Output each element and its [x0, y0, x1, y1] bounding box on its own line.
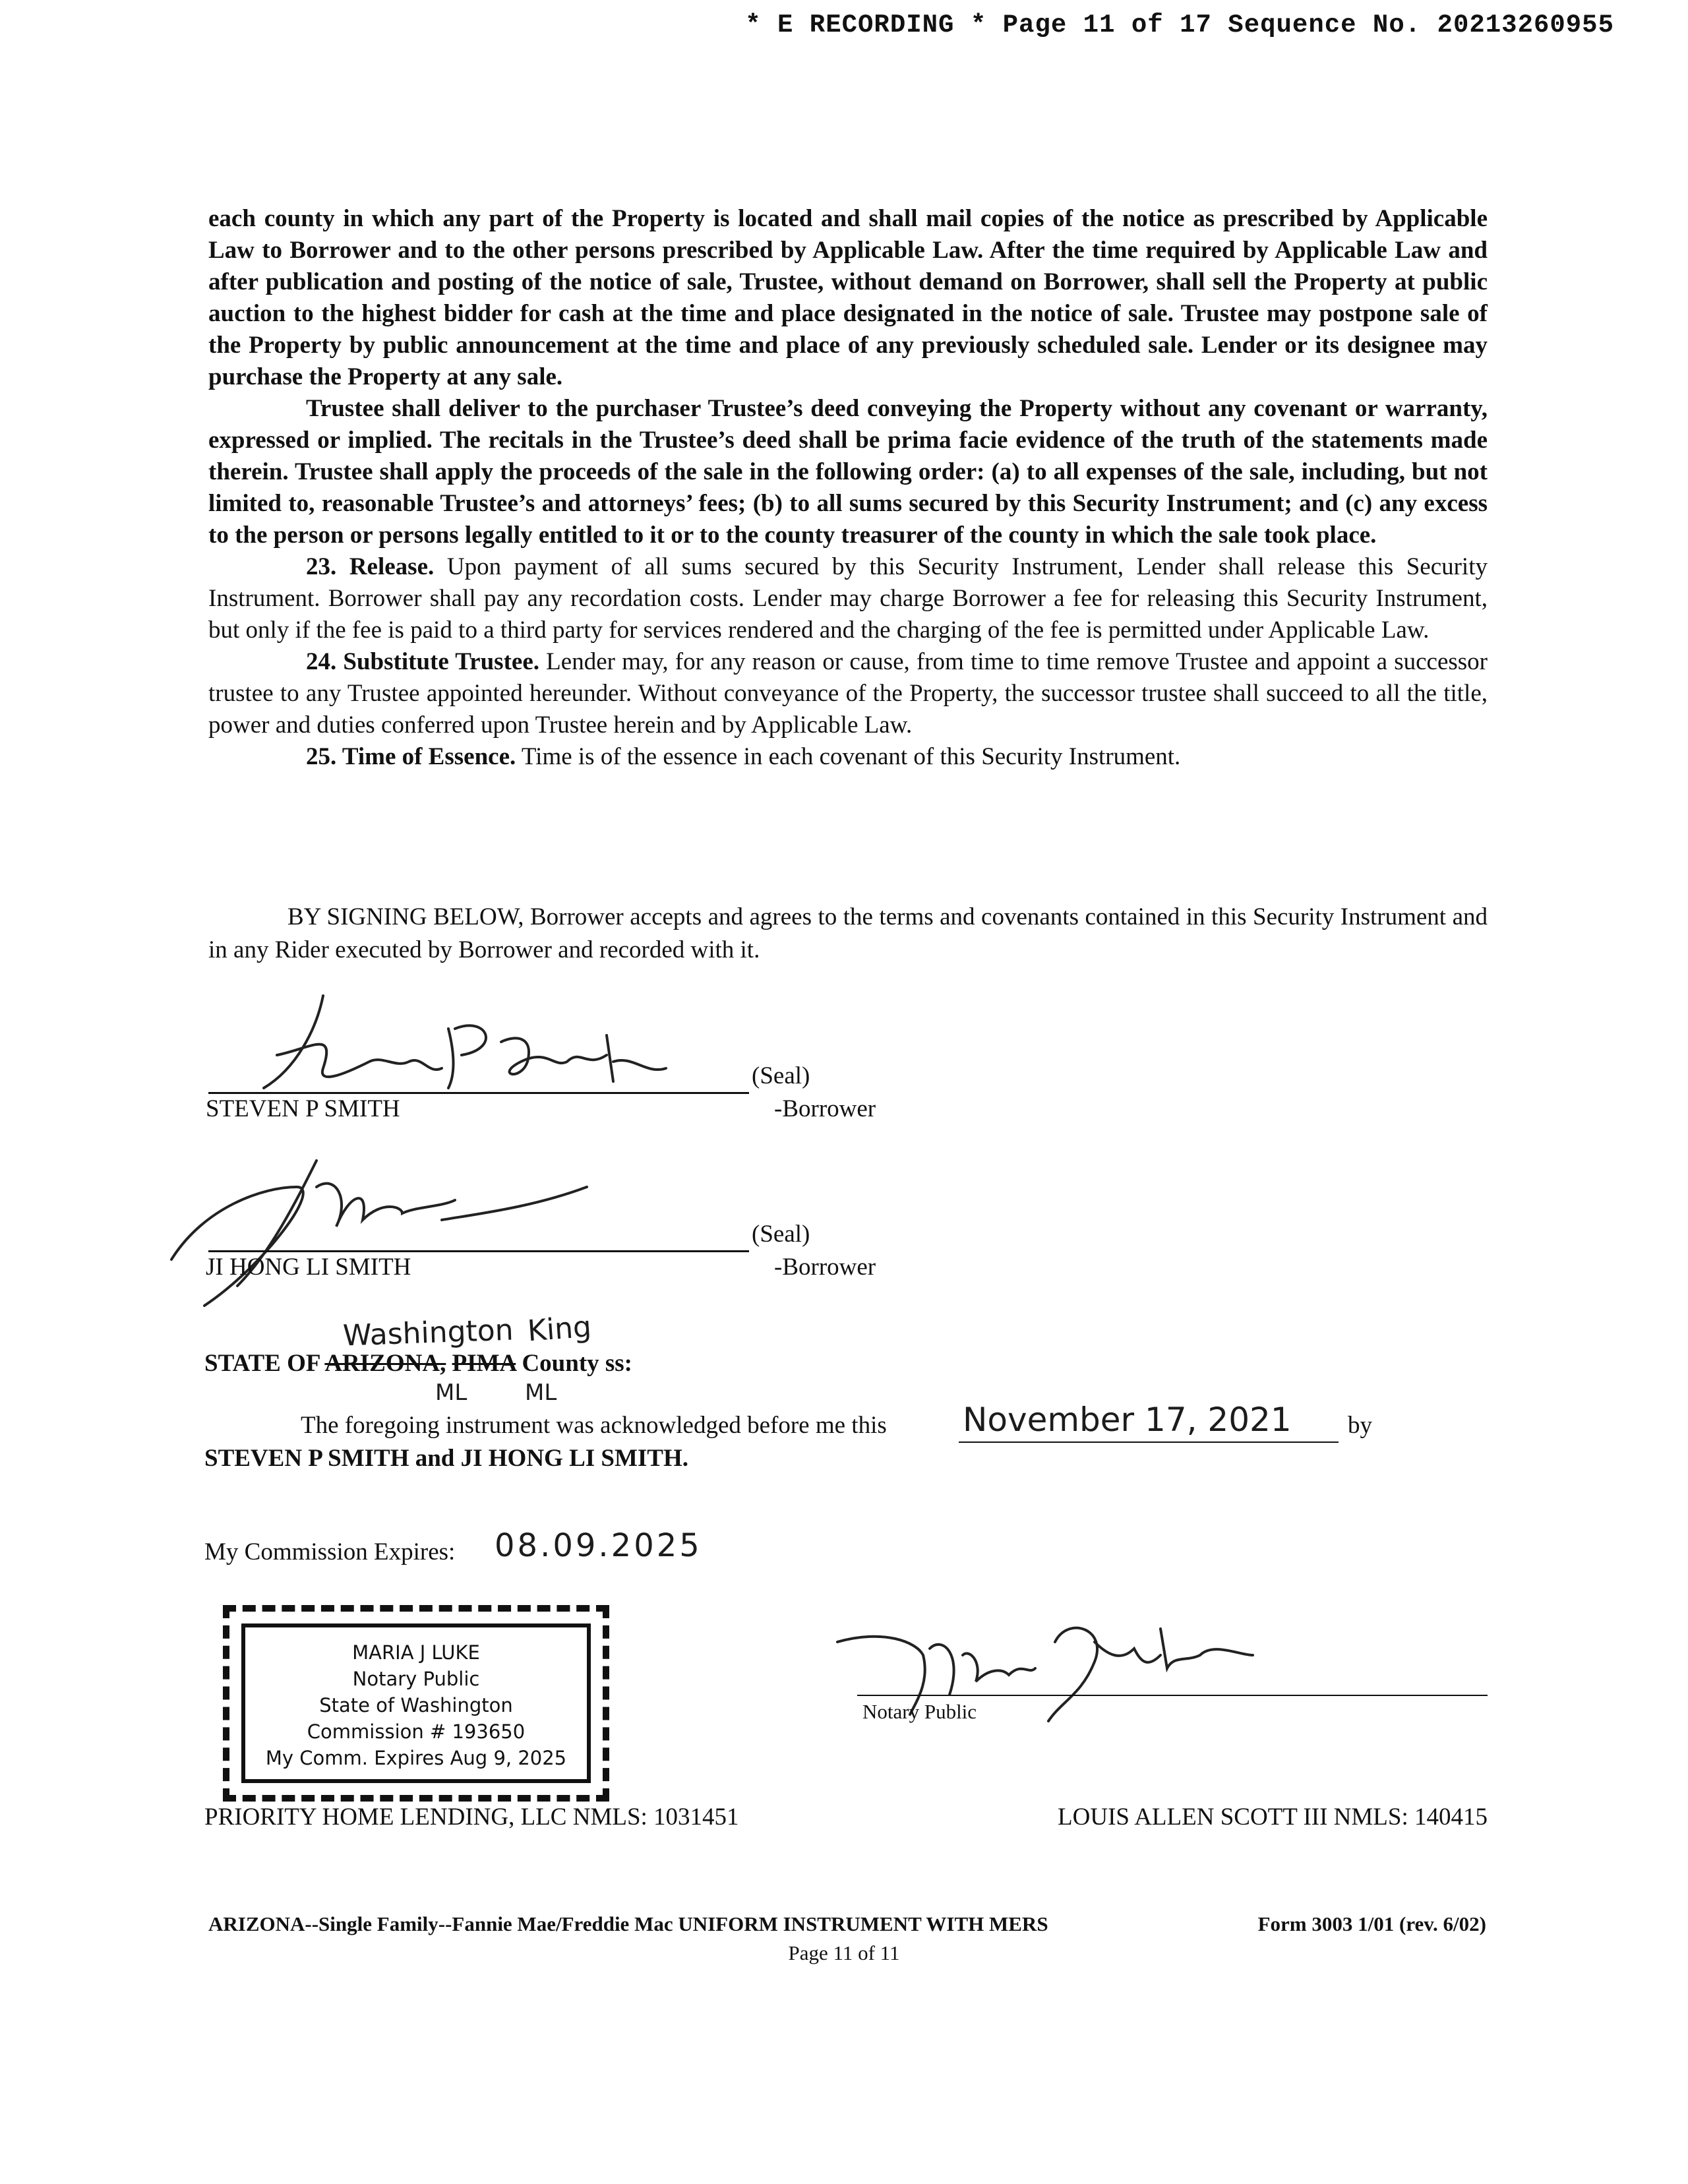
- substitute-trustee-heading: 24. Substitute Trustee.: [306, 648, 540, 675]
- notary-signature-text: Maria J Luke: [831, 1602, 835, 1603]
- page-number: Page 11 of 11: [788, 1941, 900, 1964]
- borrower2-signature-text: JHL: [165, 1147, 166, 1148]
- state-county-line: STATE OF ARIZONA, PIMA County ss:: [204, 1350, 633, 1377]
- notary-stamp-inner: [241, 1623, 591, 1783]
- time-of-essence-paragraph: [208, 741, 1488, 773]
- struck-county: PIMA: [452, 1350, 516, 1377]
- stamp-commission: Commission # 193650: [307, 1720, 526, 1743]
- substitute-trustee-paragraph: [208, 646, 1488, 741]
- borrower1-name: STEVEN P SMITH: [206, 1095, 400, 1122]
- county-change-initials: ML: [525, 1380, 557, 1406]
- borrower1-signature-line: [208, 1092, 749, 1094]
- stamp-name: MARIA J LUKE: [352, 1641, 480, 1664]
- stamp-title: Notary Public: [352, 1668, 480, 1690]
- recording-header: * E RECORDING * Page 11 of 17 Sequence No. 20213260955: [745, 11, 1614, 40]
- loan-originator: LOUIS ALLEN SCOTT III NMLS: 140415: [1058, 1804, 1488, 1831]
- borrower1-signature: [237, 989, 699, 1101]
- borrower2-seal-label: (Seal): [752, 1221, 810, 1248]
- release-text: Upon payment of all sums secured by this Security Instrument, Lender shall release this Security Instrument. Borrower shall pay any recordation costs. Lender may charge Borrower a fee for releasing this Security Instrument, but only if the fee is paid to a third party for services rendered and the charging of the fee is permitted under Applicable Law.: [208, 553, 1488, 644]
- borrower1-seal-label: (Seal): [752, 1062, 810, 1089]
- notary-public-label: Notary Public: [862, 1700, 977, 1723]
- clause-block: [208, 203, 1488, 773]
- borrower1-signature-text: Steven P Smith: [237, 989, 242, 990]
- lender-company: PRIORITY HOME LENDING, LLC NMLS: 1031451: [204, 1804, 739, 1831]
- stamp-state: State of Washington: [319, 1694, 513, 1716]
- trustee-deed-paragraph: Trustee shall deliver to the purchaser Trustee’s deed conveying the Property without any covenant or warranty, expressed or implied. The recitals in the Trustee’s deed shall be prima facie evidence of the truth of the statements made therein. Trustee shall apply the proceeds of the sale in the following order: (a) to all expenses of the sale, including, but not limited to, reasonable Trustee’s and attorneys’ fees; (b) to all sums secured by this Security Instrument; and (c) any excess to the person or persons legally entitled to it or to the county treasurer of the county in which the sale took place.: [208, 395, 1488, 549]
- commission-date: 08.09.2025: [495, 1527, 702, 1564]
- ack-text: The foregoing instrument was acknowledged before me this: [301, 1412, 887, 1439]
- release-heading: 23. Release.: [306, 553, 435, 580]
- state-change-initials: ML: [435, 1380, 467, 1406]
- borrower2-role: -Borrower: [774, 1254, 876, 1281]
- form-number: Form 3003 1/01 (rev. 6/02): [1257, 1912, 1486, 1935]
- time-of-essence-text: Time is of the essence in each covenant of this Security Instrument.: [521, 743, 1181, 770]
- struck-state: ARIZONA: [324, 1350, 440, 1377]
- handwritten-county: King: [526, 1310, 593, 1349]
- state-prefix: STATE OF: [204, 1350, 320, 1377]
- ack-by: by: [1348, 1412, 1372, 1439]
- borrower2-signature-line: [208, 1250, 749, 1252]
- release-paragraph: [208, 551, 1488, 646]
- borrower1-role: -Borrower: [774, 1095, 876, 1122]
- sale-continuation-paragraph: each county in which any part of the Property is located and shall mail copies of the notice as prescribed by Applicable Law to Borrower and to the other persons prescribed by Applicable Law. After the time required by Applicable Law and after publication and posting of the notice of sale, Trustee, without demand on Borrower, shall sell the Property at public auction to the highest bidder for cash at the time and place designated in the notice of sale. Trustee may postpone sale of the Property by public announcement at the time and place of any previously scheduled sale. Lender or its designee may purchase the Property at any sale.: [208, 205, 1488, 390]
- borrower2-name: JI HONG LI SMITH: [206, 1254, 411, 1281]
- time-of-essence-heading: 25. Time of Essence.: [306, 743, 516, 770]
- county-suffix: County ss:: [522, 1350, 633, 1377]
- commission-label: My Commission Expires:: [204, 1538, 456, 1565]
- substitute-trustee-text: Lender may, for any reason or cause, from time to time remove Trustee and appoint a successor trustee to any Trustee appointed hereunder. Without conveyance of the Property, the successor trustee shall succeed to all the title, power and duties conferred upon Trustee herein and by Applicable Law.: [208, 648, 1488, 739]
- ack-date: November 17, 2021: [963, 1401, 1292, 1439]
- signing-statement: BY SIGNING BELOW, Borrower accepts and agrees to the terms and covenants contained in this Security Instrument and in any Rider executed by Borrower and recorded with it.: [208, 903, 1488, 963]
- borrower2-signature: [165, 1147, 600, 1312]
- ack-date-line: [959, 1441, 1339, 1443]
- stamp-expires: My Comm. Expires Aug 9, 2025: [265, 1747, 567, 1769]
- ack-names: STEVEN P SMITH and JI HONG LI SMITH.: [204, 1445, 689, 1472]
- notary-stamp: [223, 1605, 609, 1802]
- handwritten-state: Washington: [342, 1313, 514, 1353]
- notary-signature-line: [857, 1695, 1488, 1696]
- form-title: ARIZONA--Single Family--Fannie Mae/Freddie Mac UNIFORM INSTRUMENT WITH MERS: [208, 1912, 1048, 1935]
